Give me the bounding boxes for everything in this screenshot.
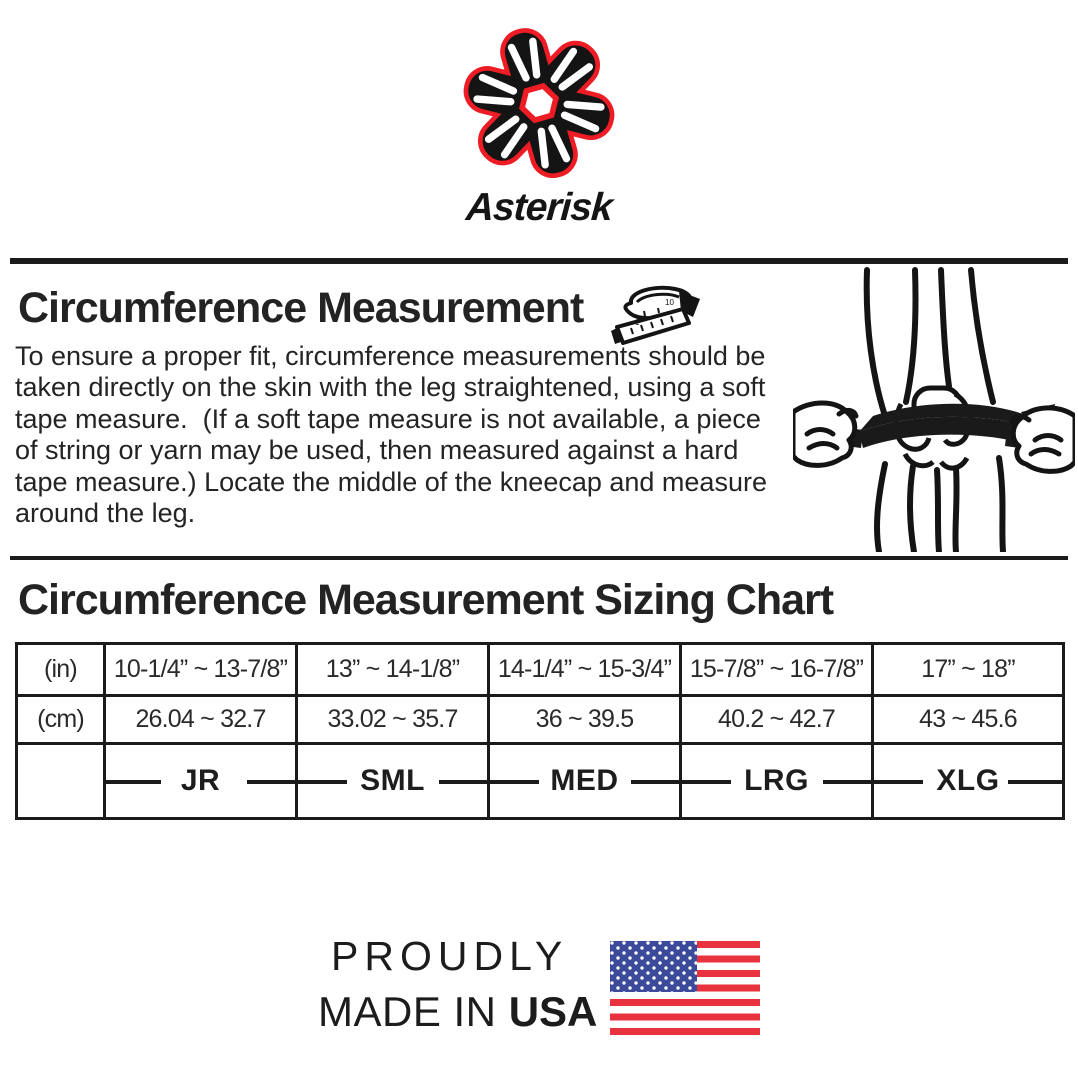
cm-range-sml: 33.02 ~ 35.7 — [298, 697, 487, 742]
size-label-xlg: XLG — [874, 745, 1062, 817]
size-row-empty-cell — [18, 745, 103, 817]
cm-range-xlg: 43 ~ 45.6 — [874, 697, 1062, 742]
measurement-instructions-text: To ensure a proper fit, circumference measurements should be taken directly on the skin with the leg straightened, using a soft tape measure. (If a soft tape measure is not available, a piece of string or yarn may be used, then measured against a hard tape measure.) Locate the middle of the kneecap and measure around the leg. — [15, 341, 775, 529]
size-row-dash — [631, 780, 731, 784]
size-row-dash — [823, 780, 923, 784]
in-range-lrg: 15-7/8” ~ 16-7/8” — [682, 645, 871, 694]
footer-proudly-text: PROUDLY — [331, 933, 569, 979]
svg-text:1: 1 — [635, 318, 640, 327]
size-label-lrg: LRG — [682, 745, 871, 817]
in-range-jr: 10-1/4” ~ 13-7/8” — [106, 645, 295, 694]
in-range-xlg: 17” ~ 18” — [874, 645, 1062, 694]
brand-header — [0, 18, 1078, 230]
row-header-inches: (in) — [18, 645, 103, 694]
footer-made-in-usa-text — [318, 988, 597, 1036]
size-label-sml: SML — [298, 745, 487, 817]
sizing-chart-table — [15, 642, 1065, 820]
divider-top — [10, 258, 1068, 264]
size-row-dash — [439, 780, 539, 784]
size-label-med: MED — [490, 745, 679, 817]
usa-flag-icon — [610, 941, 760, 1035]
size-label-jr: JR — [106, 745, 295, 817]
svg-text:10: 10 — [665, 298, 675, 307]
cm-range-lrg: 40.2 ~ 42.7 — [682, 697, 871, 742]
footer-usa: USA — [508, 988, 598, 1035]
measurement-section-title: Circumference Measurement — [18, 284, 584, 332]
in-range-med: 14-1/4” ~ 15-3/4” — [490, 645, 679, 694]
in-range-sml: 13” ~ 14-1/8” — [298, 645, 487, 694]
size-row-dash — [103, 780, 161, 784]
sizing-chart-title: Circumference Measurement Sizing Chart — [18, 576, 834, 624]
footer-made-in: MADE IN — [318, 988, 509, 1035]
size-row-dash — [1008, 780, 1065, 784]
cm-range-med: 36 ~ 39.5 — [490, 697, 679, 742]
divider-middle — [10, 556, 1068, 560]
size-row-dash — [247, 780, 347, 784]
flag-canton-stars — [610, 941, 697, 992]
knee-measurement-illustration — [793, 266, 1075, 552]
asterisk-logo-icon — [446, 18, 632, 190]
row-header-cm: (cm) — [18, 697, 103, 742]
brand-wordmark: Asterisk — [464, 186, 614, 229]
cm-range-jr: 26.04 ~ 32.7 — [106, 697, 295, 742]
